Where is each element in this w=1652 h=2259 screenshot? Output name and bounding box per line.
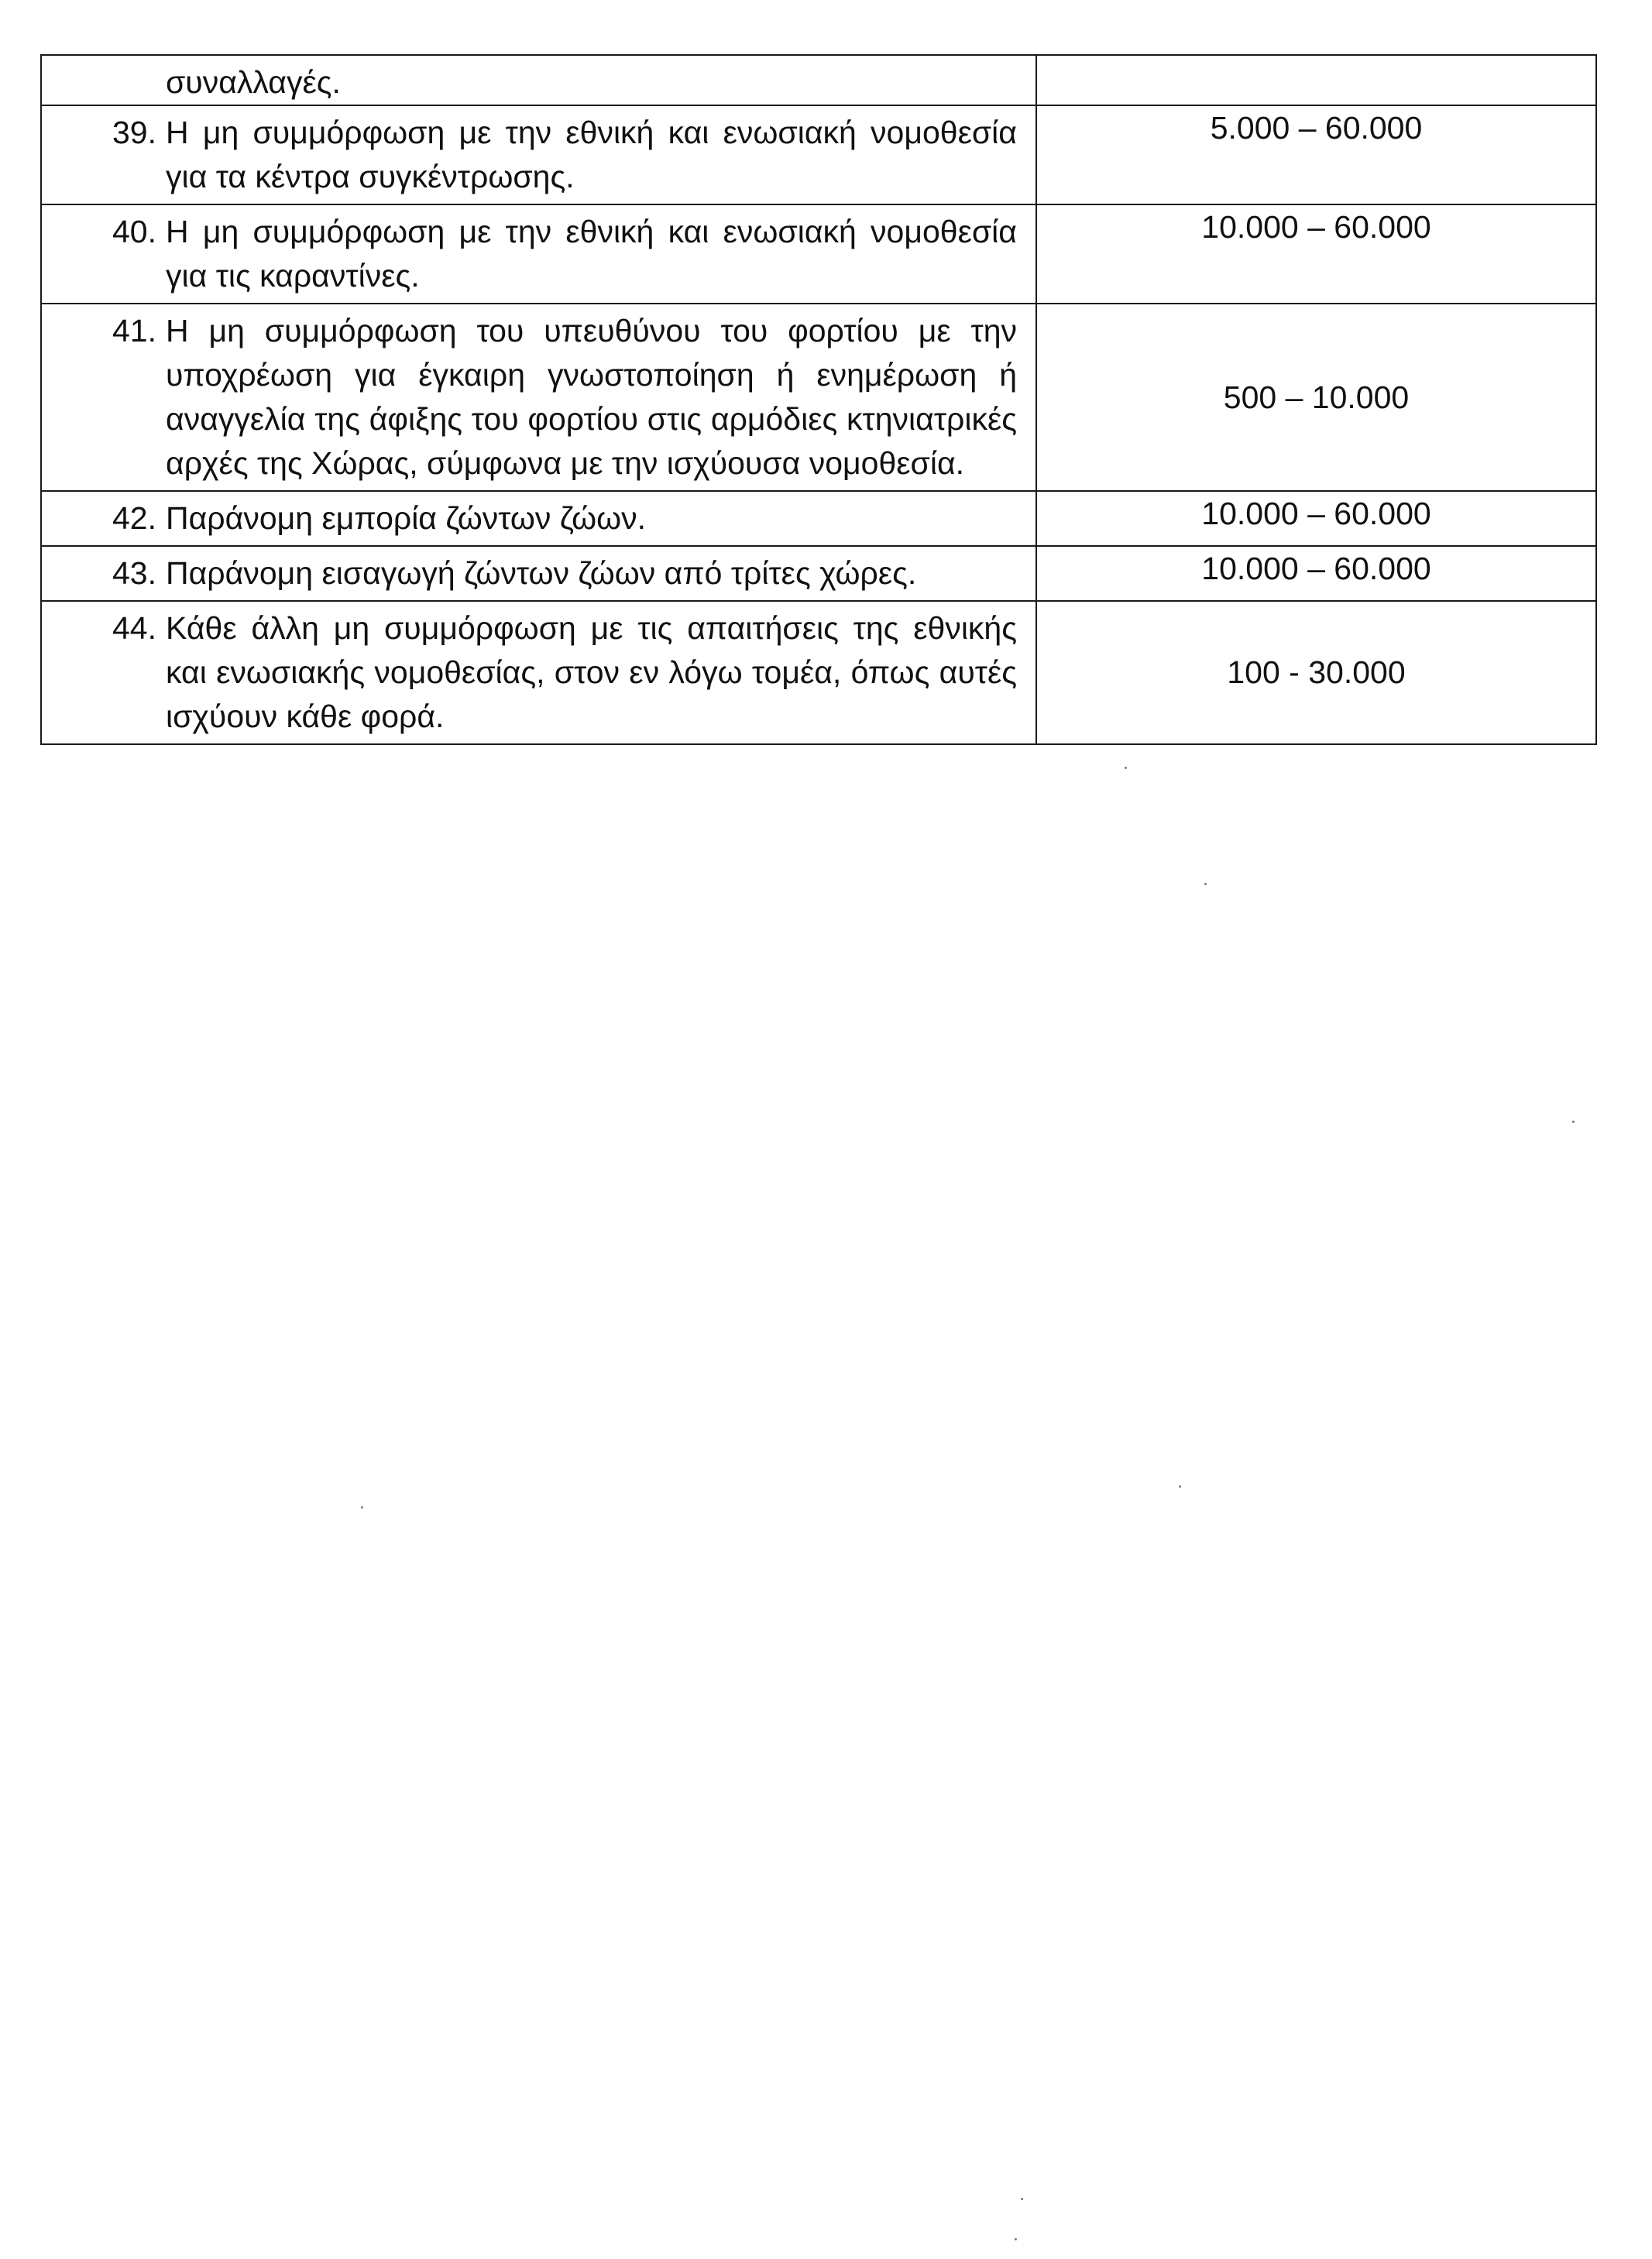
table-row [41, 105, 1596, 204]
amount-cell: 5.000 – 60.000 [1036, 105, 1596, 204]
item-text: Η μη συμμόρφωση με την εθνική και ενωσιακή νομοθεσία για τις καραντίνες. [166, 214, 1017, 294]
fines-table [40, 54, 1597, 745]
description-cell [41, 304, 1036, 491]
amount-cell: 10.000 – 60.000 [1036, 546, 1596, 601]
scan-speck [1179, 1485, 1181, 1488]
scan-speck [1125, 767, 1127, 769]
description-cell [41, 204, 1036, 304]
description-cell [41, 601, 1036, 744]
amount-cell [1036, 55, 1596, 105]
item-text: Παράνομη εμπορία ζώντων ζώων. [166, 500, 647, 536]
item-text: Η μη συμμόρφωση με την εθνική και ενωσιακή νομοθεσία για τα κέντρα συγκέντρωσης. [166, 115, 1017, 194]
continuation-text: συναλλαγές. [166, 64, 341, 100]
item-number: 39. [112, 115, 156, 150]
scan-speck [1204, 883, 1207, 885]
amount-cell: 10.000 – 60.000 [1036, 491, 1596, 546]
scan-speck [1021, 2198, 1023, 2200]
item-number: 40. [112, 214, 156, 249]
scan-speck [361, 1506, 363, 1509]
scan-speck [1015, 2238, 1017, 2240]
description-cell [41, 55, 1036, 105]
table-row [41, 55, 1596, 105]
item-text: Κάθε άλλη μη συμμόρφωση με τις απαιτήσεις της εθνικής και ενωσιακής νομοθεσίας, στον εν λόγω τομέα, όπως αυτές ισχύουν κάθε φορά. [166, 610, 1017, 734]
table-row [41, 491, 1596, 546]
item-text: Παράνομη εισαγωγή ζώντων ζώων από τρίτες χώρες. [166, 555, 917, 591]
scan-speck [1572, 1121, 1575, 1123]
description-cell [41, 105, 1036, 204]
item-number: 44. [112, 610, 156, 646]
item-number: 42. [112, 500, 156, 536]
amount-cell: 100 - 30.000 [1036, 601, 1596, 744]
table-row [41, 204, 1596, 304]
description-cell [41, 491, 1036, 546]
description-cell [41, 546, 1036, 601]
table-row [41, 601, 1596, 744]
table-row [41, 304, 1596, 491]
item-number: 43. [112, 555, 156, 591]
item-text: Η μη συμμόρφωση του υπευθύνου του φορτίου με την υποχρέωση για έγκαιρη γνωστοποίηση ή ενημέρωση ή αναγγελία της άφιξης του φορτίου στις αρμόδιες κτηνιατρικές αρχές της Χώρας, σύμφωνα με την ισχύουσα νομοθεσία. [166, 313, 1017, 481]
table-row [41, 546, 1596, 601]
amount-cell: 10.000 – 60.000 [1036, 204, 1596, 304]
amount-cell: 500 – 10.000 [1036, 304, 1596, 491]
item-number: 41. [112, 313, 156, 348]
